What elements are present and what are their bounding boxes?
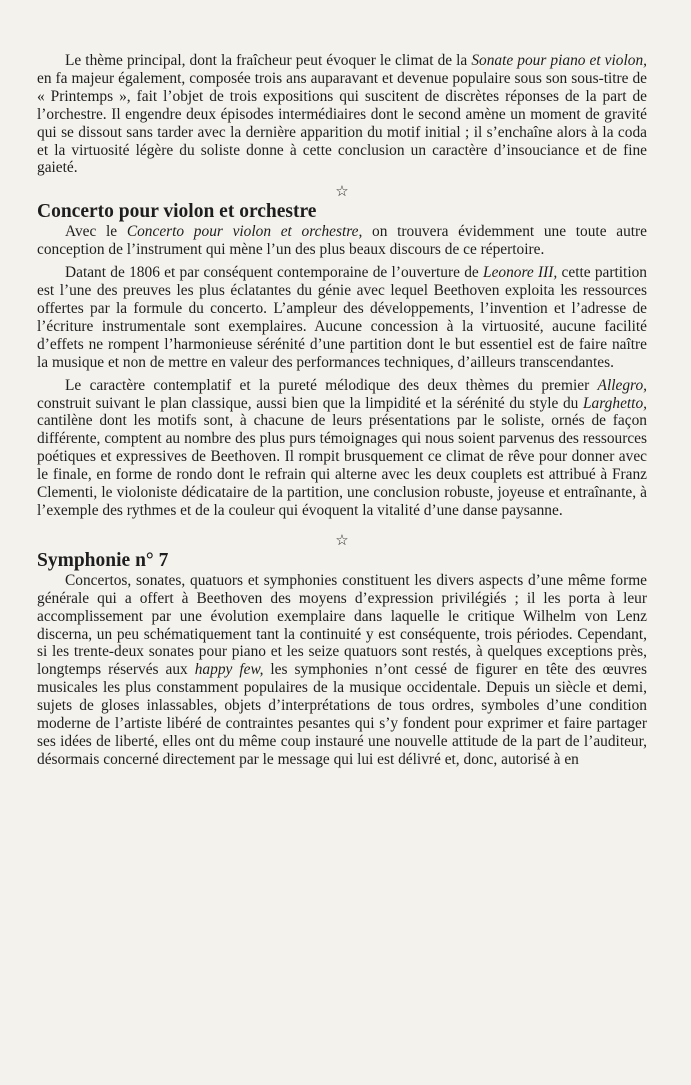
work-title-leonore: Leonore III, [483, 264, 558, 282]
movement-allegro: Allegro, [597, 376, 647, 394]
intro-paragraph: Le thème principal, dont la fraîcheur peut évoquer le climat de la Sonate pour piano et violon, en fa majeur également, composée trois ans auparavant et devenue populaire sous son sous-titre de « Printemps », fait l’objet de trois expositions qui suscitent de discrètes réponses de la part de l’orchestre. Il engendre deux épisodes intermédiaires dont le second amène un moment de gravité qui se dissout sans tarder avec la dernière apparition du motif initial ; il s’enchaîne alors à la coda et la virtuosité légère du soliste donne à cette conclusion un caractère d’insouciance et de fine gaieté. [37, 52, 647, 177]
work-title-concerto: Concerto pour violon et orchestre, [126, 223, 363, 241]
concerto-paragraph-2: Datant de 1806 et par conséquent contemporaine de l’ouverture de Leonore III, cette partition est l’une des preuves les plus éclatantes du génie avec lequel Beethoven exploita les ressources offertes par la formule du concerto. L’ampleur des développements, l’invention et l’adresse de l’écriture instrumentale sont exemplaires. Aucune concession à la virtuosité, aucune facilité d’effets ne rompent l’harmonieuse sérénité d’une partition dont le but essentiel est de faire naître la musique et non de mettre en valeur des performances techniques, d’ailleurs transcendantes. [37, 264, 648, 371]
symphonie-paragraph-1: Concertos, sonates, quatuors et symphonies constituent les divers aspects d’une même forme générale qui a offert à Beethoven des moyens d’expression privilégiés ; il les porta à leur accomplissement par une évolution exemplaire dans laquelle le critique Wilhelm von Lenz discerna, un peu schématiquement tant la continuité y est conséquente, trois périodes. Cependant, si les trente-deux sonates pour piano et les seize quatuors sont restés, à quelques exceptions près, longtemps réservés aux happy few, les symphonies n’ont cessé de figurer en tête des œuvres musicales les plus constamment populaires de la musique occidentale. Depuis un siècle et demi, sujets de gloses inlassables, objets d’interprétations de tous ordres, symboles d’une condition moderne de l’artiste libéré de contraintes pesantes qui s’y fondent pour exprimer et faire partager ses idées de liberté, elles ont du même coup instauré une nouvelle attitude de la part de l’auditeur, désormais concerné directement par le message qui lui est délivré et, donc, autorisé à en [37, 571, 647, 768]
section-separator-star: ☆ [335, 184, 349, 201]
heading-concerto: Concerto pour violon et orchestre [37, 201, 317, 223]
phrase-happy-few: happy few, [194, 661, 264, 679]
section-separator-star: ☆ [335, 532, 349, 549]
work-title-sonate: Sonate pour piano et violon, [471, 52, 647, 69]
movement-larghetto: Larghetto, [583, 394, 647, 412]
concerto-paragraph-1: Avec le Concerto pour violon et orchestre, on trouvera évidemment une toute autre conception de l’instrument qui mène l’un des plus beaux discours de ce répertoire. [37, 223, 647, 259]
concerto-paragraph-3: Le caractère contemplatif et la pureté mélodique des deux thèmes du premier Allegro, construit suivant le plan classique, aussi bien que la limpidité et la sérénité du style du Larghetto, cantilène dont les motifs sont, à chacune de leurs présentations par le soliste, ornés de façon différente, comptent au nombre des plus purs témoignages qui nous soient parvenus des ressources poétiques et expressives de Beethoven. Il rompit brusquement ce climat de rêve pour donner avec le finale, en forme de rondo dont le refrain qui alterne avec les deux couplets est attribué à Franz Clementi, le violoniste dédicataire de la partition, une conclusion robuste, joyeuse et entraînante, à l’exemple des rythmes et de la couleur qui évoquent la vitalité d’une danse paysanne. [37, 376, 647, 519]
heading-symphonie: Symphonie n° 7 [37, 549, 169, 571]
document-page [37, 52, 647, 769]
